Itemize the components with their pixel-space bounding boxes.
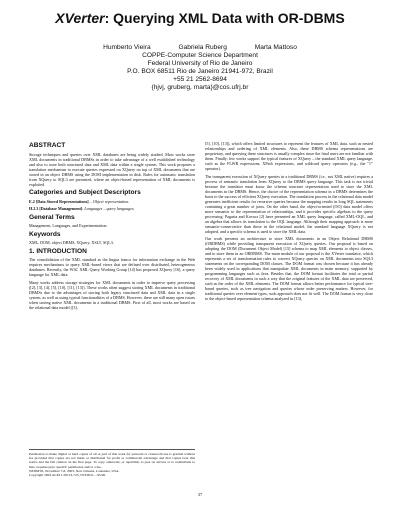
affiliation-dept: COPPE-Computer Science Department	[142, 52, 258, 59]
introduction-paragraph-2: Many works address storage strategies for XML documents in order to improve query processing ([2], [3], [4], [5], [10], [11], [13]). These works often suggest storing XML documents in traditional DBMSs due to the advantages of storing both legacy structured data and XML data in a single system, as well as using typical functionalities of a DBMS. However, there are still many open issues when storing native XML documents in a traditional DBMS. First of all, most works are based on the relational data model ([3],	[29, 280, 195, 311]
affiliation-address: P.O. BOX 68511 Rio de Janeiro 21941-972, Brazil	[127, 68, 273, 75]
copyright-acm: Copyright 2003 ACM 1-58113-725-7/03/0011…$5.00.	[29, 473, 107, 478]
right-paragraph-3: Our work presents an architecture to store XML documents in an Object Relational DBMS (ORDBMS) while providing transparent execution of XQuery queries. Our proposal is based on adopting the DOM (Document Object Model) [15] schema to map XML elements to object classes, and to store them in an ORDBMS. The main module of our proposal is the XVerter translator, which represents a set of transformation rules to convert XQuery queries on XML documents into SQL3 statements on the corresponding DOM classes. The DOM format was chosen because it has already been widely used in applications that manipulate XML documents in main memory, supported by programming languages such as Java. Besides that, the DOM format facilitates the total or partial recovery of XML documents in such a way that the original features of the XML data are preserved, such as the order of the XML elements. The DOM format allows better performance for typical tree-based queries, such as tree navigation and queries whose order preserving matters. However, for traditional queries over element types, such approach does not fit well. The DOM format is very close to the object-based representation schema analyzed in [13],	[205, 236, 373, 302]
categories-heading: Categories and Subject Descriptors	[29, 189, 141, 197]
general-terms-text: Management, Languages, and Experimentation.	[29, 223, 108, 229]
category-1-desc: Object representation.	[92, 198, 130, 204]
keywords-text: XML, DOM, object DBMS, XQuery, XSLT, SQL3.	[29, 240, 114, 246]
title-italic-part: XVerter	[55, 10, 105, 26]
author-3: Marta Mattoso	[254, 44, 297, 51]
introduction-paragraph-1: The consolidation of the XML standard as the lingua franca for information exchange in the Web requires mechanisms to query XML-based views that are defined over distributed, heterogeneous databases. Recently, the W3C XML Query Working Group [14] has proposed XQuery [16], a query language for XML data.	[29, 257, 195, 278]
introduction-heading: 1. INTRODUCTION	[29, 247, 87, 255]
copyright-permission: Permission to make digital or hard copies of all or part of this work for personal or classroom use is granted without fee provided that copies are not made or distributed for profit or commercial advantage and that copies bear this notice and the full citation on the first page. To copy otherwise, or republish, to post on servers or to redistribute to lists, requires prior specific permission and/or a fee.	[29, 452, 195, 469]
right-column	[205, 141, 373, 304]
category-1-code: E.2 [Data Stored Representations]	[29, 198, 89, 204]
left-column	[29, 142, 195, 313]
affiliation-email: {hjvj, gruberg, marta}@cos.ufrj.br	[151, 84, 249, 91]
category-2: H.2.3 [Database Management]: Languages – query languages.	[29, 206, 135, 212]
category-1: E.2 [Data Stored Representations] – Object representation.	[29, 198, 130, 204]
affiliation-university: Federal University of Rio de Janeiro	[147, 60, 253, 67]
abstract-heading: ABSTRACT	[29, 142, 66, 149]
abstract-text: Storage techniques and queries over XML databases are being widely studied. Most works store XML documents in traditional DBMSs in order to take advantage of a well established technology and also to store both structured data and XML data within a single system. This work proposes a translation mechanism to execute queries expressed on XQuery on top of XML documents that are stored in an object DBMS using the DOM implementation in disk. Rules for automatic translation from XQuery to SQL3 are presented, where an object-based representation of XML documents is exploited.	[29, 151, 195, 187]
title-rest: : Querying XML Data with OR-DBMS	[104, 10, 345, 26]
keywords-heading: Keywords	[29, 230, 61, 238]
category-2-desc: Languages – query languages.	[84, 206, 135, 212]
page-number: 37	[197, 492, 203, 497]
affiliation-phone: +55 21 2562-8694	[173, 76, 227, 83]
copyright-notice	[29, 449, 195, 477]
author-1: Humberto Vieira	[103, 44, 151, 51]
right-paragraph-1: [5], [10], [13]), which offers limited structures to represent the features of XML data, such as nested relationships and ordering of XML elements. Also, these DBMS schema representations are proprietary, and querying these structures is usually complex since the final users are not familiar with them. Finally, few works support the typical features of XQuery – the standard XML query language, such as the FLWR expressions, XPath expressions, and wildcard query operators (e.g., the "//" operator).	[205, 141, 373, 171]
copyright-conference: WIDM'03, November 7-8, 2003, New Orleans, Louisiana, USA.	[29, 468, 120, 473]
author-names	[0, 44, 400, 52]
author-2: Gabriela Ruberg	[178, 44, 227, 51]
right-paragraph-2: The transparent execution of XQuery queries in a traditional DBMS (i.e., not XML native) requires a process of semantic translation from XQuery to the DBMS query language. This task is not trivial because the translator must know the schema structure representation used to store the XML documents in the DBMS. Hence, the choice of the representation schema in a DBMS determines the basis to the success of efficient XQuery execution. The translation process in the relational data model generates inefficient results for recursive queries because the mapping results in long SQL statements containing a great number of joins. On the other hand, the object-oriented (OO) data model offers more semantic to the representation of relationships, and it provides specific algebras to the query processing. Pagasia and Kovacs [2] have presented an XML query language, called XML-OQL, and an algebra that allows its translation to the OQL language. Although their mapping approach is more semantic-conservative than those in the relational model, the standard language XQuery is not adopted, and a specific schema is used to store the XML data.	[205, 173, 373, 234]
author-block	[0, 44, 400, 92]
paper-title	[0, 10, 400, 27]
general-terms-heading: General Terms	[29, 213, 75, 221]
category-2-code: H.2.3 [Database Management]	[29, 206, 83, 212]
